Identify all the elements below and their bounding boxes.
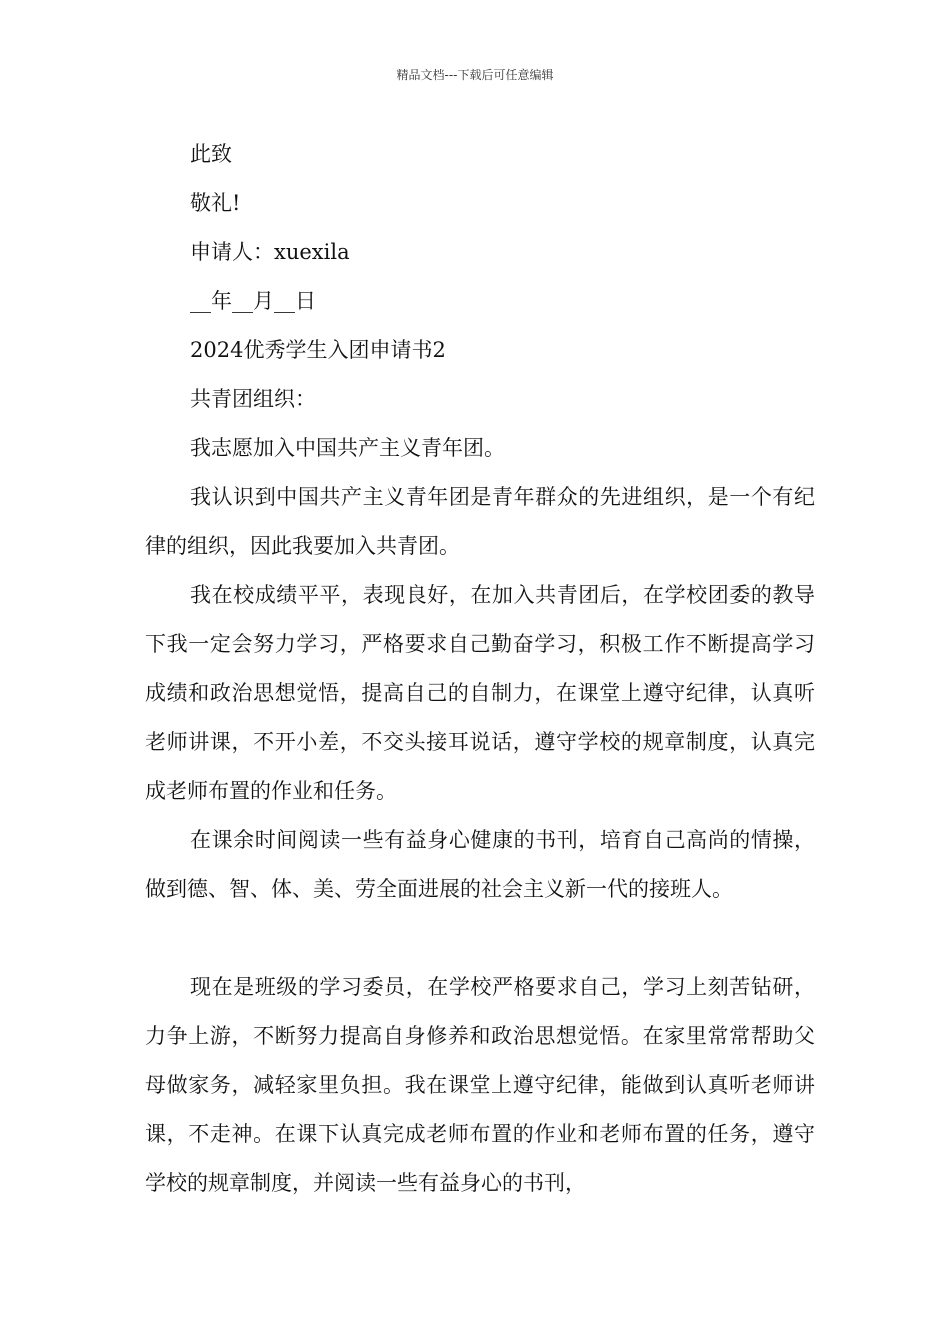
document-body [145,130,815,1208]
paragraph-gap [145,914,815,963]
paragraph: 现在是班级的学习委员，在学校严格要求自己，学习上刻苦钻研，力争上游，不断努力提高自身修养和政治思想觉悟。在家里常常帮助父母做家务，减轻家里负担。我在课堂上遵守纪律，能做到认真听老师讲课，不走神。在课下认真完成老师布置的作业和老师布置的任务，遵守学校的规章制度，并阅读一些有益身心的书刊， [145,975,815,1195]
closing-jing-li: 敬礼! [190,191,241,215]
paragraph: 我在校成绩平平，表现良好，在加入共青团后，在学校团委的教导下我一定会努力学习，严格要求自己勤奋学习，积极工作不断提高学习成绩和政治思想觉悟，提高自己的自制力，在课堂上遵守纪律，认真听老师讲课，不开小差，不交头接耳说话，遵守学校的规章制度，认真完成老师布置的作业和任务。 [145,583,815,803]
paragraph: 我认识到中国共产主义青年团是青年群众的先进组织，是一个有纪律的组织，因此我要加入共青团。 [145,485,815,558]
applicant-line: 申请人：xuexila [190,240,350,264]
paragraph: 在课余时间阅读一些有益身心健康的书刊，培育自己高尚的情操，做到德、智、体、美、劳全面进展的社会主义新一代的接班人。 [145,828,815,901]
salutation: 共青团组织： [190,387,316,411]
page-header: 精品文档---下载后可任意编辑 [396,68,554,82]
paragraph: 我志愿加入中国共产主义青年团。 [190,436,505,460]
letter-title: 2024优秀学生入团申请书2 [190,338,446,362]
date-line: __年__月__日 [190,289,316,313]
closing-ci-zhi: 此致 [190,142,232,166]
